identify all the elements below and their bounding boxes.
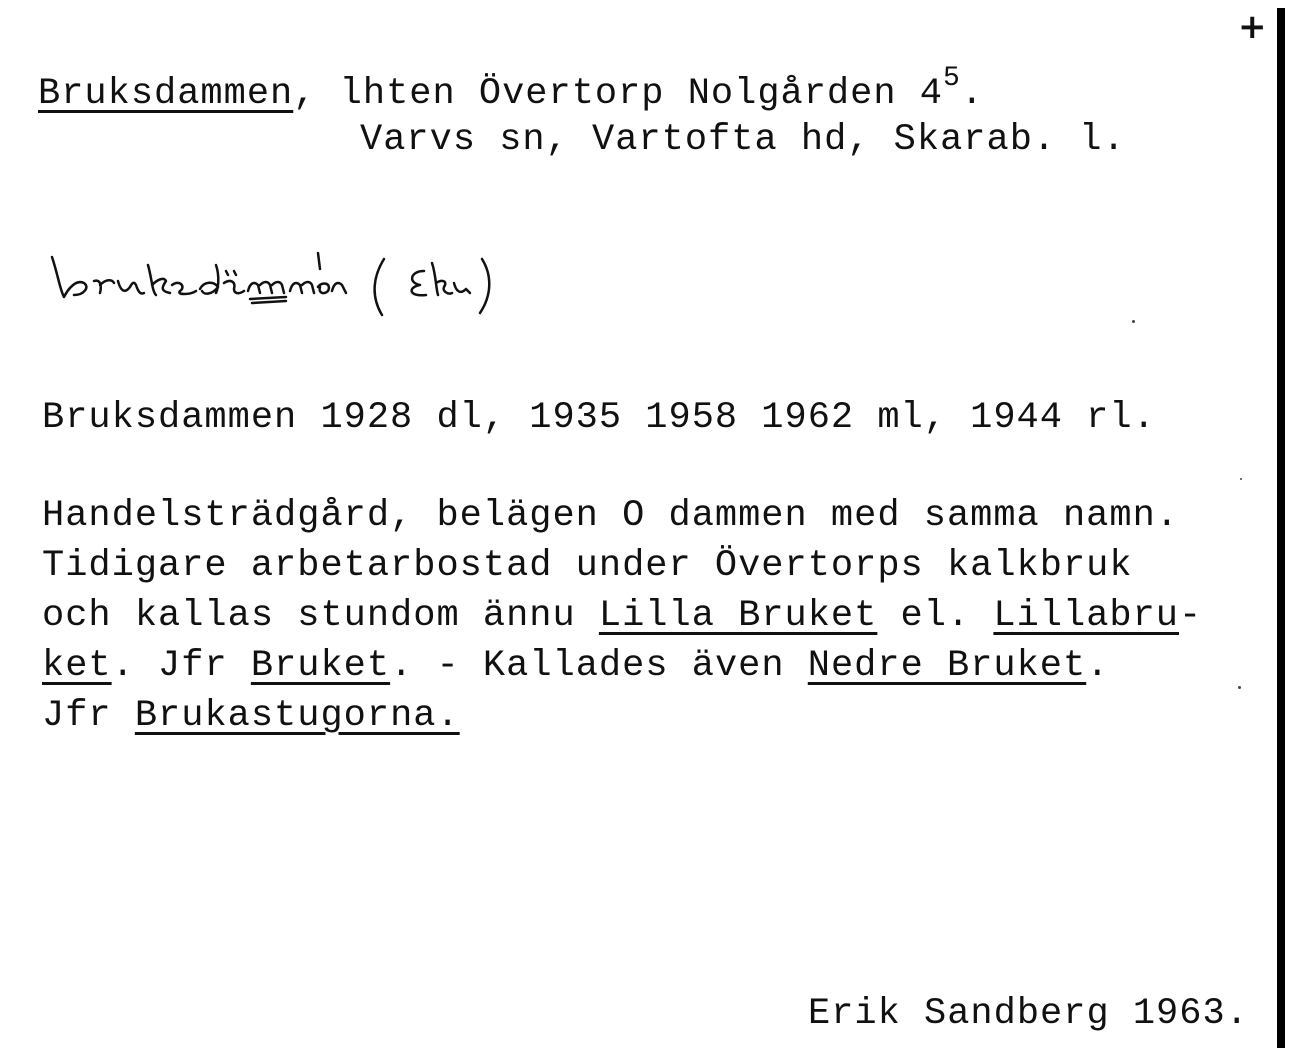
ref-nedre-bruket: Nedre Bruket [807,645,1087,687]
signature: Erik Sandberg 1963. [808,993,1249,1035]
card-edge-border [1277,8,1285,1048]
body-line-4: ket. Jfr Bruket. - Kallades även Nedre Bruket. [42,645,1110,687]
ref-lillabruket-part1: Lillabru [993,595,1180,637]
handwritten-pronunciation [40,235,740,335]
ref-brukastugorna: Brukastugorna. [134,695,460,737]
scan-speck [1238,686,1241,689]
header-period: . [960,73,984,115]
place-name: Bruksdammen [38,73,294,115]
ref-lillabruket-part2: ket [42,645,112,687]
body-line-2: Tidigare arbetarbostad under Övertorps kalkbruk [42,545,1133,587]
ref-bruket: Bruket [250,645,391,687]
corner-plus-mark: + [1238,7,1267,47]
body-line-3: och kallas stundom ännu Lilla Bruket el. Lillabru- [42,595,1203,637]
forms-line: Bruksdammen 1928 dl, 1935 1958 1962 ml, 1944 rl. [42,397,1156,439]
header-superscript: 5 [942,63,961,94]
header-line-2: Varvs sn, Vartofta hd, Skarab. l. [360,119,1126,161]
header-line-1 [38,63,984,117]
header-location: , lhten Övertorp Nolgården 4 [293,73,943,115]
body-line-5: Jfr Brukastugorna. [42,695,460,737]
scan-dots [0,8,480,11]
ref-lilla-bruket: Lilla Bruket [598,595,878,637]
body-line-1: Handelsträdgård, belägen O dammen med samma namn. [42,495,1179,537]
handwritten-text: bruksdämmen (Eku) [40,333,51,334]
scan-speck [1132,320,1135,323]
scan-speck [1240,478,1242,480]
